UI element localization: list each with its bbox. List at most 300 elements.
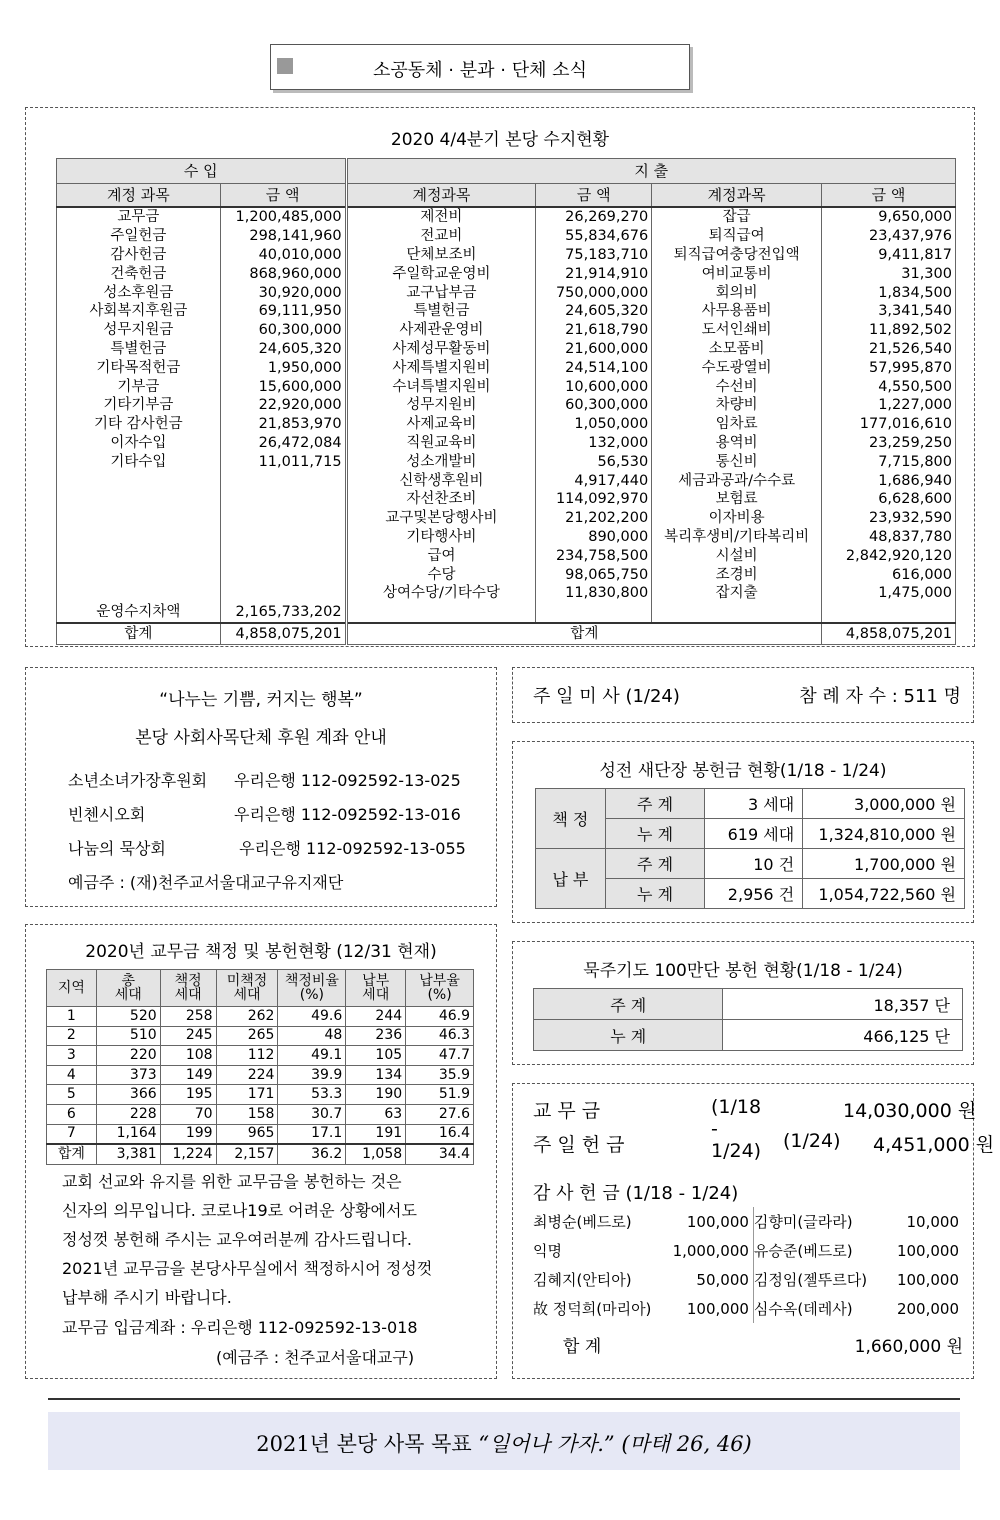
- income-amount: 1,200,485,000: [220, 207, 346, 227]
- expense-amount: 21,202,200: [536, 509, 652, 528]
- income-amount: [220, 509, 346, 528]
- value: 17.1: [278, 1124, 346, 1144]
- income-account: 특별헌금: [57, 340, 221, 359]
- row-label: 누 계: [534, 1020, 723, 1051]
- expense-account: 사제특별지원비: [346, 358, 536, 377]
- value: 2,157: [216, 1144, 278, 1164]
- col-account: 계정과목: [652, 184, 822, 208]
- budget-row: [57, 207, 956, 227]
- period: (1/24): [783, 1130, 841, 1152]
- expense-account: 사제성무활동비: [346, 340, 536, 359]
- thanks-table: [533, 1207, 963, 1323]
- expense-account: 잡지출: [652, 584, 822, 603]
- divider: [48, 1398, 960, 1400]
- table-row: [47, 1085, 474, 1105]
- expense-account: 수녀특별지원비: [346, 377, 536, 396]
- expense-account: 사제관운영비: [346, 321, 536, 340]
- expense-account: 사무용품비: [652, 302, 822, 321]
- income-account: 기타수입: [57, 452, 221, 471]
- footer-prefix: 2021년 본당 사목 목표: [256, 1432, 479, 1456]
- expense-amount: 1,050,000: [536, 415, 652, 434]
- expense-amount: 1,227,000: [822, 396, 956, 415]
- value: 965: [216, 1124, 278, 1144]
- expense-amount: 1,686,940: [822, 471, 956, 490]
- label: 주 일 헌 금: [533, 1134, 625, 1156]
- donation-amount: 100,000: [673, 1294, 754, 1323]
- value: 1,224: [160, 1144, 216, 1164]
- budget-row: [57, 415, 956, 434]
- value: 265: [216, 1026, 278, 1046]
- value: 134: [346, 1065, 406, 1085]
- value: 70: [160, 1104, 216, 1124]
- expense-account: 상여수당/기타수당: [346, 584, 536, 603]
- income-amount: 24,605,320: [220, 340, 346, 359]
- value: 27.6: [406, 1104, 474, 1124]
- value: 190: [346, 1085, 406, 1105]
- expense-account: 직원교육비: [346, 434, 536, 453]
- value: 46.9: [406, 1007, 474, 1027]
- expense-account: 특별헌금: [346, 302, 536, 321]
- value: 49.1: [278, 1046, 346, 1066]
- expense-amount: 48,837,780: [822, 528, 956, 547]
- expense-account: 보험료: [652, 490, 822, 509]
- header-text: 미책정: [226, 973, 268, 989]
- income-amount: 40,010,000: [220, 246, 346, 265]
- budget-row: [57, 528, 956, 547]
- slogan: “나누는 기쁨, 커지는 행복”: [159, 690, 363, 710]
- region: 3: [47, 1046, 97, 1066]
- region: 5: [47, 1085, 97, 1105]
- rosary-panel: [512, 941, 974, 1065]
- region: 1: [47, 1007, 97, 1027]
- expense-account: 교구및본당행사비: [346, 509, 536, 528]
- value: 258: [160, 1007, 216, 1027]
- expense-account: 수당: [346, 565, 536, 584]
- value: 158: [216, 1104, 278, 1124]
- budget-row: [57, 227, 956, 246]
- income-account: 기부금: [57, 377, 221, 396]
- account-holder: 예금주 : (재)천주교서울대교구유지재단: [68, 873, 344, 892]
- income-account: 성소후원금: [57, 283, 221, 302]
- donor-name: 심수옥(데레사): [753, 1300, 853, 1318]
- expense-account: 여비교통비: [652, 264, 822, 283]
- thanks-title: 감 사 헌 금 (1/18 - 1/24): [533, 1183, 739, 1204]
- header-text: (%): [427, 987, 452, 1003]
- value: 245: [160, 1026, 216, 1046]
- value: 36.2: [278, 1144, 346, 1164]
- construction-table: [535, 788, 965, 909]
- column-header: [160, 970, 216, 1007]
- col-amount: 금 액: [536, 184, 652, 208]
- region: 4: [47, 1065, 97, 1085]
- amount: 3,000,000 원: [803, 789, 965, 819]
- header-text: 세대: [174, 987, 202, 1003]
- income-total: 4,858,075,201: [220, 623, 346, 645]
- donor-name: 유승준(베드로): [753, 1242, 853, 1260]
- value: 63: [346, 1104, 406, 1124]
- header-text: 세대: [233, 987, 261, 1003]
- expense-account: 수도광열비: [652, 358, 822, 377]
- donation-amount: 100,000: [673, 1207, 754, 1236]
- mass-attendance-panel: [512, 667, 974, 723]
- value: 30.7: [278, 1104, 346, 1124]
- value: 262: [216, 1007, 278, 1027]
- account-row: 나눔의 묵상회 우리은행 112-092592-13-055: [68, 839, 466, 858]
- expense-account: 시설비: [652, 546, 822, 565]
- income-account: 기타 감사헌금: [57, 415, 221, 434]
- table-row: [47, 1007, 474, 1027]
- donor-name: 김정임(젤뚜르다): [753, 1271, 868, 1289]
- income-account: 건축헌금: [57, 264, 221, 283]
- row-label: 누 계: [605, 879, 705, 909]
- budget-row: [57, 321, 956, 340]
- period: (1/18 - 1/24): [711, 1096, 762, 1162]
- table-header-row: [47, 970, 474, 1007]
- expense-amount: 10,600,000: [536, 377, 652, 396]
- expense-amount: 23,437,976: [822, 227, 956, 246]
- expense-amount: 31,300: [822, 264, 956, 283]
- income-amount: [220, 584, 346, 603]
- expense-amount: 114,092,970: [536, 490, 652, 509]
- col-account: 계정과목: [346, 184, 536, 208]
- region: 6: [47, 1104, 97, 1124]
- expense-amount: 24,605,320: [536, 302, 652, 321]
- value: 108: [160, 1046, 216, 1066]
- sunday-offering-summary: [533, 1130, 995, 1157]
- thanks-row: [533, 1207, 963, 1236]
- income-account: [57, 471, 221, 490]
- income-amount: 60,300,000: [220, 321, 346, 340]
- thanks-row: [533, 1294, 963, 1323]
- expense-account: 급여: [346, 546, 536, 565]
- expense-amount: 55,834,676: [536, 227, 652, 246]
- value: 16.4: [406, 1124, 474, 1144]
- expense-account: 임차료: [652, 415, 822, 434]
- value: 18,357 단: [723, 989, 963, 1020]
- value: 220: [96, 1046, 160, 1066]
- header-text: 세대: [362, 987, 390, 1003]
- expense-amount: 6,628,600: [822, 490, 956, 509]
- value: 520: [96, 1007, 160, 1027]
- account-row: 소년소녀가장후원회 우리은행 112-092592-13-025: [68, 771, 461, 790]
- expense-amount: 60,300,000: [536, 396, 652, 415]
- expense-account: [346, 603, 536, 623]
- region: 7: [47, 1124, 97, 1144]
- donor-name: 김혜지(안티아): [533, 1271, 632, 1289]
- value: 49.6: [278, 1007, 346, 1027]
- expense-amount: 75,183,710: [536, 246, 652, 265]
- amount: 4,451,000 원: [873, 1134, 995, 1156]
- expense-amount: 9,650,000: [822, 207, 956, 227]
- count: 10 건: [705, 849, 803, 879]
- group-label: 책 정: [536, 789, 606, 849]
- budget-title: 2020 4/4분기 본당 수지현황: [390, 130, 610, 150]
- expense-account: 이자비용: [652, 509, 822, 528]
- budget-row: [57, 264, 956, 283]
- expense-amount: [536, 603, 652, 623]
- income-amount: 15,600,000: [220, 377, 346, 396]
- donation-amount: 10,000: [906, 1212, 959, 1231]
- value: 510: [96, 1026, 160, 1046]
- amount: 1,054,722,560 원: [803, 879, 965, 909]
- expense-amount: 11,892,502: [822, 321, 956, 340]
- gyomugeum-holder: (예금주 : 천주교서울대교구): [216, 1348, 415, 1367]
- expense-amount: [822, 603, 956, 623]
- paragraph-line: 정성껏 봉헌해 주시는 교우여러분께 감사드립니다.: [62, 1230, 413, 1249]
- column-header: [216, 970, 278, 1007]
- expense-account: 사제교육비: [346, 415, 536, 434]
- count: 3 세대: [705, 789, 803, 819]
- income-account: 이자수입: [57, 434, 221, 453]
- paragraph-line: 납부해 주시기 바랍니다.: [62, 1288, 232, 1307]
- expense-amount: 616,000: [822, 565, 956, 584]
- expense-amount: 56,530: [536, 452, 652, 471]
- expense-account: 회의비: [652, 283, 822, 302]
- budget-row: [57, 302, 956, 321]
- income-account: [57, 584, 221, 603]
- value: 149: [160, 1065, 216, 1085]
- budget-row: [57, 509, 956, 528]
- income-account: 기타기부금: [57, 396, 221, 415]
- value: 1,164: [96, 1124, 160, 1144]
- income-amount: [220, 565, 346, 584]
- thanks-total: 1,660,000 원: [854, 1337, 963, 1357]
- label: 교 무 금: [533, 1100, 601, 1122]
- income-amount: 26,472,084: [220, 434, 346, 453]
- donor-name: 김향미(글라라): [753, 1213, 853, 1231]
- budget-panel: [25, 107, 975, 647]
- expense-account: 성소개발비: [346, 452, 536, 471]
- column-header: [346, 970, 406, 1007]
- header-text: (%): [299, 987, 324, 1003]
- expense-account: 통신비: [652, 452, 822, 471]
- expense-account: 교구납부금: [346, 283, 536, 302]
- budget-row: [57, 246, 956, 265]
- income-amount: [220, 490, 346, 509]
- budget-table: [56, 158, 956, 645]
- expense-account: 자선찬조비: [346, 490, 536, 509]
- value: 244: [346, 1007, 406, 1027]
- value: 199: [160, 1124, 216, 1144]
- expense-account: 복리후생비/기타복리비: [652, 528, 822, 547]
- col-amount: 금 액: [822, 184, 956, 208]
- income-amount: [220, 471, 346, 490]
- expense-header: 지 출: [346, 159, 955, 184]
- header-text: 납부율: [419, 973, 460, 989]
- value: 373: [96, 1065, 160, 1085]
- income-account: 교무금: [57, 207, 221, 227]
- count: 2,956 건: [705, 879, 803, 909]
- expense-amount: 23,259,250: [822, 434, 956, 453]
- donor-name: 익명: [533, 1242, 562, 1260]
- value: 39.9: [278, 1065, 346, 1085]
- value: 34.4: [406, 1144, 474, 1164]
- value: 195: [160, 1085, 216, 1105]
- income-account: 주일헌금: [57, 227, 221, 246]
- budget-row: [57, 434, 956, 453]
- income-account: [57, 546, 221, 565]
- column-header: [47, 970, 97, 1007]
- value: 228: [96, 1104, 160, 1124]
- table-row: [47, 1144, 474, 1164]
- expense-amount: 4,917,440: [536, 471, 652, 490]
- value: 1,058: [346, 1144, 406, 1164]
- value: 48: [278, 1026, 346, 1046]
- rosary-title: 묵주기도 100만단 봉헌 현황(1/18 - 1/24): [583, 961, 903, 981]
- expense-account: 제전비: [346, 207, 536, 227]
- expense-amount: 9,411,817: [822, 246, 956, 265]
- income-amount: 69,111,950: [220, 302, 346, 321]
- region: 합계: [47, 1144, 97, 1164]
- row-label: 주 계: [534, 989, 723, 1020]
- income-account: [57, 490, 221, 509]
- group-label: 납 부: [536, 849, 606, 909]
- income-amount: 30,920,000: [220, 283, 346, 302]
- paragraph-line: 신자의 의무입니다. 코로나19로 어려운 상황에서도: [62, 1201, 417, 1220]
- row-label: 주 계: [605, 789, 705, 819]
- income-header: 수 입: [57, 159, 347, 184]
- budget-row: [57, 396, 956, 415]
- expense-amount: 11,830,800: [536, 584, 652, 603]
- value: 46.3: [406, 1026, 474, 1046]
- expense-account: 퇴직급여충당전입액: [652, 246, 822, 265]
- amount: 1,700,000 원: [803, 849, 965, 879]
- expense-account: 잡급: [652, 207, 822, 227]
- gyomugeum-panel: [25, 924, 497, 1379]
- gyomugeum-title: 2020년 교무금 책정 및 봉헌현황 (12/31 현재): [85, 942, 437, 962]
- section-header: [270, 44, 690, 90]
- expense-account: 조경비: [652, 565, 822, 584]
- expense-amount: 750,000,000: [536, 283, 652, 302]
- column-header: [406, 970, 474, 1007]
- expense-total-label: 합계: [346, 623, 821, 645]
- table-row: [47, 1046, 474, 1066]
- expense-amount: 7,715,800: [822, 452, 956, 471]
- income-amount: [220, 546, 346, 565]
- expense-account: 단체보조비: [346, 246, 536, 265]
- donation-accounts-panel: [25, 667, 497, 907]
- income-account: 감사헌금: [57, 246, 221, 265]
- income-account: [57, 528, 221, 547]
- value: 236: [346, 1026, 406, 1046]
- footer-quote: “일어나 가자.” (마태 26, 46): [478, 1432, 752, 1456]
- column-header: [96, 970, 160, 1007]
- table-row: [47, 1065, 474, 1085]
- amount: 1,324,810,000 원: [803, 819, 965, 849]
- expense-amount: 234,758,500: [536, 546, 652, 565]
- expense-amount: 1,834,500: [822, 283, 956, 302]
- income-account: 사회복지후원금: [57, 302, 221, 321]
- amount: 14,030,000 원: [843, 1100, 977, 1122]
- income-total-label: 합계: [57, 623, 221, 645]
- income-amount: [220, 528, 346, 547]
- expense-amount: 3,341,540: [822, 302, 956, 321]
- col-account: 계정 과목: [57, 184, 221, 208]
- expense-account: 주일학교운영비: [346, 264, 536, 283]
- budget-row: [57, 490, 956, 509]
- income-account: [57, 565, 221, 584]
- income-amount: 11,011,715: [220, 452, 346, 471]
- value: 112: [216, 1046, 278, 1066]
- thanks-total-label: 합 계: [563, 1337, 602, 1357]
- table-row: [47, 1124, 474, 1144]
- expense-amount: 23,932,590: [822, 509, 956, 528]
- region: 2: [47, 1026, 97, 1046]
- section-title: 소공동체 · 분과 · 단체 소식: [373, 60, 587, 81]
- budget-row: [57, 565, 956, 584]
- weekly-summary-panel: [512, 1083, 995, 1379]
- value: 191: [346, 1124, 406, 1144]
- mass-label: 주 일 미 사 (1/24): [533, 686, 680, 707]
- expense-total: 4,858,075,201: [822, 623, 956, 645]
- expense-amount: 21,526,540: [822, 340, 956, 359]
- income-account: 성무지원금: [57, 321, 221, 340]
- construction-title: 성전 새단장 봉헌금 현황(1/18 - 1/24): [599, 761, 887, 781]
- value: 105: [346, 1046, 406, 1066]
- row-label: 주 계: [605, 849, 705, 879]
- header-text: 총: [121, 973, 135, 989]
- expense-amount: 24,514,100: [536, 358, 652, 377]
- paragraph-line: 2021년 교무금을 본당사무실에서 책정하시어 정성껏: [62, 1259, 433, 1278]
- value: 366: [96, 1085, 160, 1105]
- expense-account: 도서인쇄비: [652, 321, 822, 340]
- income-amount: 21,853,970: [220, 415, 346, 434]
- thanks-row: [533, 1265, 963, 1294]
- header-text: 지역: [57, 980, 85, 996]
- value: 466,125 단: [723, 1020, 963, 1051]
- income-amount: 298,141,960: [220, 227, 346, 246]
- donor-name: 최병순(베드로): [533, 1213, 632, 1231]
- budget-row: [57, 358, 956, 377]
- value: 51.9: [406, 1085, 474, 1105]
- expense-account: 수선비: [652, 377, 822, 396]
- gyomugeum-table: [46, 969, 474, 1165]
- expense-account: 소모품비: [652, 340, 822, 359]
- budget-row: [57, 546, 956, 565]
- budget-row: [57, 452, 956, 471]
- header-text: 책정: [174, 973, 202, 989]
- budget-row: [57, 471, 956, 490]
- value: 171: [216, 1085, 278, 1105]
- expense-account: 기타행사비: [346, 528, 536, 547]
- value: 53.3: [278, 1085, 346, 1105]
- budget-row: [57, 603, 956, 623]
- income-amount: 868,960,000: [220, 264, 346, 283]
- expense-account: 차량비: [652, 396, 822, 415]
- account-row: 빈첸시오회 우리은행 112-092592-13-016: [68, 805, 461, 824]
- expense-amount: 57,995,870: [822, 358, 956, 377]
- value: 35.9: [406, 1065, 474, 1085]
- value: 47.7: [406, 1046, 474, 1066]
- column-header: [278, 970, 346, 1007]
- expense-account: 세금과공과/수수료: [652, 471, 822, 490]
- donation-amount: 200,000: [896, 1299, 959, 1318]
- donation-amount: 50,000: [673, 1265, 754, 1294]
- expense-amount: 21,600,000: [536, 340, 652, 359]
- budget-row: [57, 584, 956, 603]
- expense-amount: 132,000: [536, 434, 652, 453]
- expense-account: 신학생후원비: [346, 471, 536, 490]
- value: 224: [216, 1065, 278, 1085]
- row-label: 누 계: [605, 819, 705, 849]
- expense-account: 퇴직급여: [652, 227, 822, 246]
- income-amount: 22,920,000: [220, 396, 346, 415]
- expense-account: 성무지원비: [346, 396, 536, 415]
- thanks-row: [533, 1236, 963, 1265]
- income-amount: 1,950,000: [220, 358, 346, 377]
- count: 619 세대: [705, 819, 803, 849]
- budget-row: [57, 377, 956, 396]
